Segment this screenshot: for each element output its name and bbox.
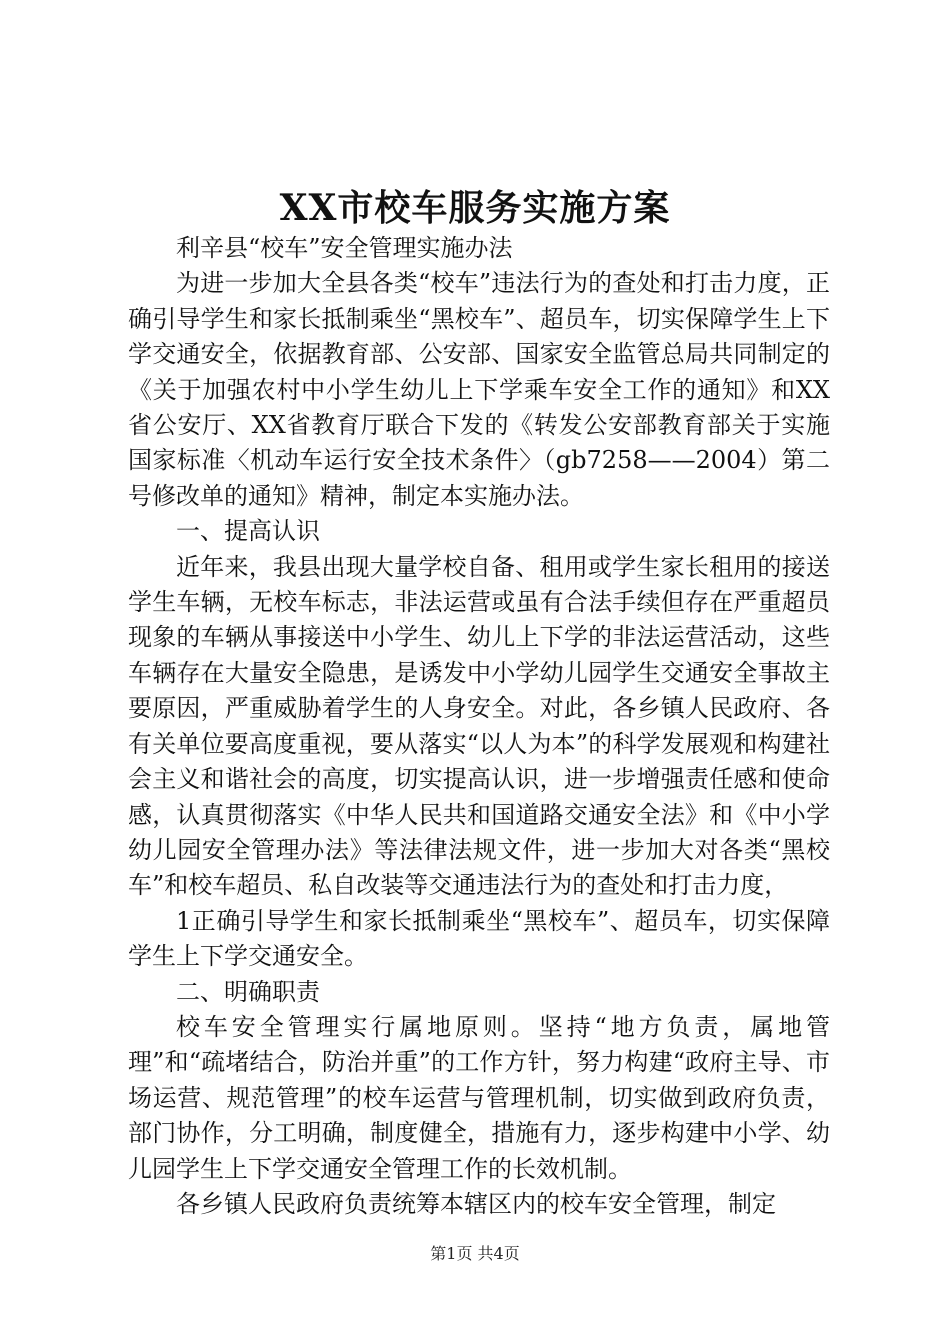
paragraph-principle: 校车安全管理实行属地原则。坚持“地方负责，属地管理”和“疏堵结合，防治并重”的工作方针，努力构建“政府主导、市场运营、规范管理”的校车运营与管理机制，切实做到政府负责，部门协作，分工明确，制度健全，措施有力，逐步构建中小学、幼儿园学生上下学交通安全管理工作的长效机制。	[128, 1012, 830, 1183]
paragraph-township-duty: 各乡镇人民政府负责统筹本辖区内的校车安全管理，制定	[176, 1189, 776, 1218]
paragraph-background: 近年来，我县出现大量学校自备、租用或学生家长租用的接送学生车辆，无校车标志，非法运营或虽有合法手续但存在严重超员现象的车辆从事接送中小学生、幼儿上下学的非法运营活动，这些车辆存在大量安全隐患，是诱发中小学幼儿园学生交通安全事故主要原因，严重威胁着学生的人身安全。对此，各乡镇人民政府、各有关单位要高度重视，要从落实“以人为本”的科学发展观和构建社会主义和谐社会的高度，切实提高认识，进一步增强责任感和使命感，认真贯彻落实《中华人民共和国道路交通安全法》和《中小学幼儿园安全管理办法》等法律法规文件，进一步加大对各类“黑校车”和校车超员、私自改装等交通违法行为的查处和打击力度，	[128, 552, 830, 900]
document-title: XX市校车服务实施方案	[279, 187, 671, 229]
paragraph-preamble: 为进一步加大全县各类“校车”违法行为的查处和打击力度，正确引导学生和家长抵制乘坐“黑校车”、超员车，切实保障学生上下学交通安全，依据教育部、公安部、国家安全监管总局共同制定的《关于加强农村中小学生幼儿上下学乘车安全工作的通知》和XX省公安厅、XX省教育厅联合下发的《转发公安部教育部关于实施国家标准〈机动车运行安全技术条件〉（gb7258——2004）第二号修改单的通知》精神，制定本实施办法。	[128, 269, 830, 510]
paragraph-item-1: 1正确引导学生和家长抵制乘坐“黑校车”、超员车，切实保障学生上下学交通安全。	[128, 906, 830, 971]
paragraph-subtitle: 利辛县“校车”安全管理实施办法	[176, 234, 513, 262]
document-body	[128, 231, 830, 1222]
page-number-footer: 第1页 共4页	[430, 1244, 520, 1263]
section-heading-1: 一、提高认识	[176, 517, 320, 546]
section-heading-2: 二、明确职责	[176, 977, 320, 1006]
